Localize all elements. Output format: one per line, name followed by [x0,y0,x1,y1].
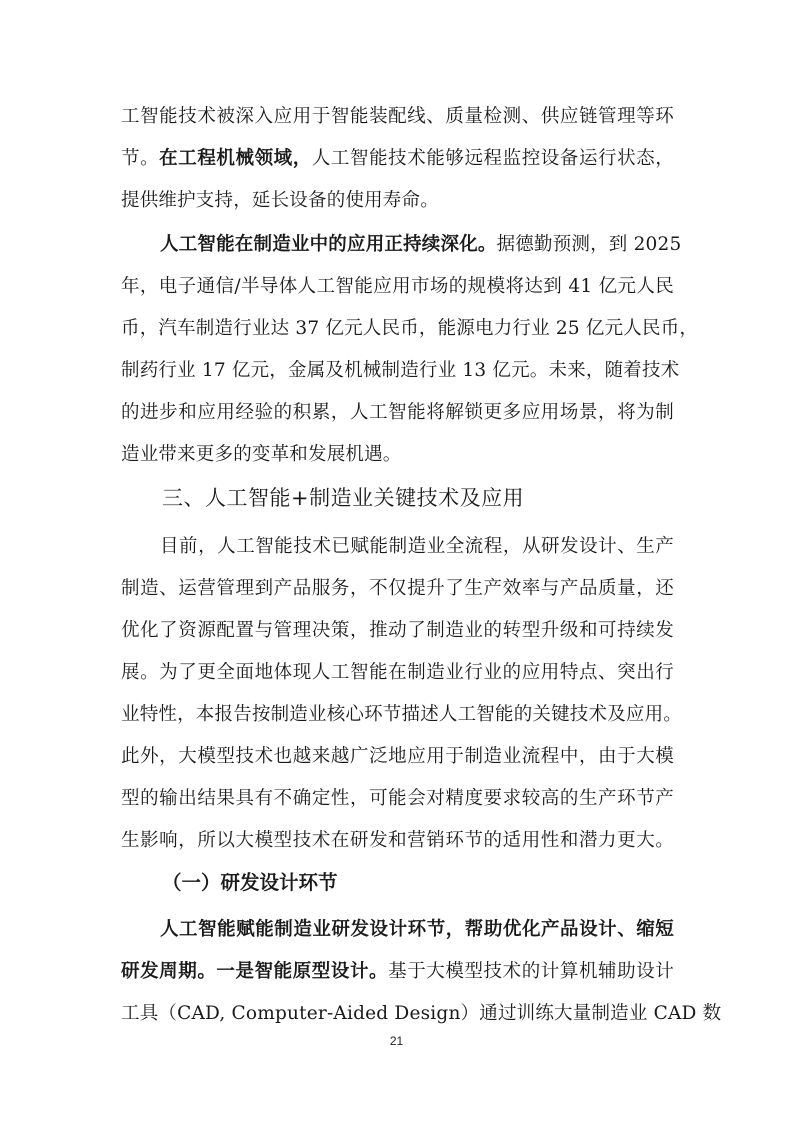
paragraph-line [121,703,683,727]
bold-text-run: 人工智能赋能制造业研发设计环节，帮助优化产品设计、缩短 [160,919,674,940]
text-run: 年，电子通信/半导体人工智能应用市场的规模将达到 41 亿元人民 [121,276,674,297]
paragraph-line [121,829,674,853]
paragraph-line [121,401,674,425]
paragraph-line [160,918,674,942]
text-run: 工智能技术被深入应用于智能装配线、质量检测、供应链管理等环 [121,106,674,127]
paragraph-line [121,745,674,769]
paragraph-line [121,787,674,811]
text-run: 币，汽车制造行业达 37 亿元人民币，能源电力行业 25 亿元人民币， [121,318,699,339]
text-run: 业特性，本报告按制造业核心环节描述人工智能的关键技术及应用。 [121,704,683,725]
subsection-heading: （一）研发设计环节 [162,871,338,894]
text-run: 提供维护支持，延长设备的使用寿命。 [121,190,439,211]
paragraph-line [121,317,699,341]
paragraph-line [121,1002,722,1026]
text-run: 制造、运营管理到产品服务，不仅提升了生产效率与产品质量，还 [121,578,674,599]
text-run: 制药行业 17 亿元，金属及机械制造行业 13 亿元。未来，随着技术 [121,360,680,381]
text-run: 据德勤预测，到 2025 [496,234,682,255]
bold-text-run: 人工智能在制造业中的应用正持续深化。 [160,234,497,255]
paragraph-line [121,443,674,467]
text-run: 此外，大模型技术也越来越广泛地应用于制造业流程中，由于大模 [121,746,674,767]
paragraph-line [121,619,674,643]
text-run: 人工智能技术能够远程监控设备运行状态， [311,148,674,169]
paragraph-line [121,275,674,299]
bold-text-run: 研发周期。一是智能原型设计。 [121,961,389,982]
paragraph-line [121,147,674,171]
text-run: 工具（CAD, Computer-Aided Design）通过训练大量制造业 CAD 数 [121,1003,722,1024]
text-run: 生影响，所以大模型技术在研发和营销环节的适用性和潜力更大。 [121,830,674,851]
paragraph-line [121,577,674,601]
text-run: 型的输出结果具有不确定性，可能会对精度要求较高的生产环节产 [121,788,674,809]
paragraph-line [121,189,674,213]
text-run: 目前，人工智能技术已赋能制造业全流程，从研发设计、生产 [160,536,674,557]
paragraph-line [121,105,674,129]
text-run: 展。为了更全面地体现人工智能在制造业行业的应用特点、突出行 [121,662,674,683]
text-run: 优化了资源配置与管理决策，推动了制造业的转型升级和可持续发 [121,620,674,641]
text-run: 造业带来更多的变革和发展机遇。 [121,444,402,465]
paragraph-line [121,359,680,383]
paragraph-line [121,960,674,984]
page-number: 21 [389,1034,404,1048]
section-heading: 三、人工智能+制造业关键技术及应用 [162,486,525,510]
paragraph-line [160,535,674,559]
text-run: 节。 [121,148,160,169]
text-run: 的进步和应用经验的积累，人工智能将解锁更多应用场景，将为制 [121,402,674,423]
paragraph-line [160,233,682,257]
bold-text-run: 在工程机械领域， [159,148,312,169]
text-run: 基于大模型技术的计算机辅助设计 [388,961,674,982]
paragraph-line [121,661,674,685]
